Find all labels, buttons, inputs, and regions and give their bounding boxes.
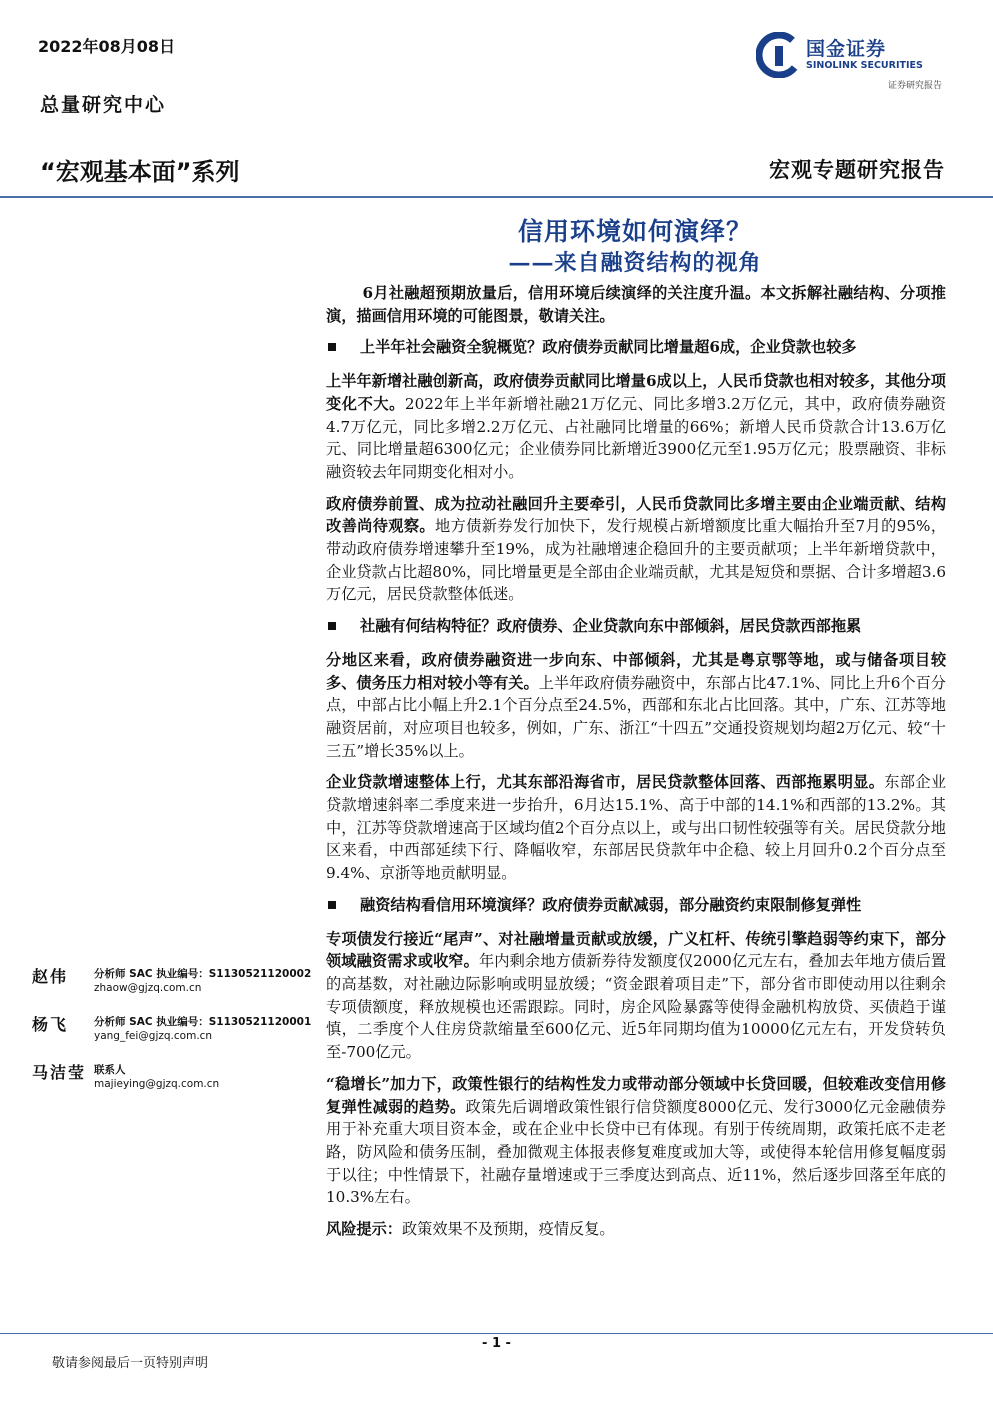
report-body [326,282,946,1250]
report-type: 宏观专题研究报告 [769,157,945,182]
header-divider [0,196,993,198]
paragraph-text: 2022年上半年新增社融21万亿元、同比多增3.2万亿元，其中，政府债券融资4.7万亿元，同比多增2.2万亿元、占社融同比增量的66%；新增人民币贷款合计13.6万亿元、同比增量超6300亿元；企业债券同比新增近3900亿元至1.95万亿元；股票融资、非标融资较去年同期变化相对小。 [326,394,946,481]
paragraph-lead: 企业贷款增速整体上行，尤其东部沿海省市，居民贷款整体回落、西部拖累明显。 [326,773,885,792]
analyst-name: 杨飞 [32,1015,69,1034]
research-center: 总量研究中心 [40,94,167,116]
analyst-name: 马洁莹 [32,1063,87,1082]
body-paragraph [326,370,946,484]
body-paragraph [326,771,946,885]
logo-subtitle: 证券研究报告 [887,81,942,91]
section-heading [326,615,946,638]
intro-paragraph: 6月社融超预期放量后，信用环境后续演绎的关注度升温。本文拆解社融结构、分项推演，描画信用环境的可能图景，敬请关注。 [326,284,946,325]
paragraph-lead: 专项债发行接近“尾声”、对社融增量贡献或放缓，广义杠杆、传统引擎趋弱等约束下，部分领域融资需求或收窄。 [326,929,946,971]
company-logo [756,28,946,98]
risk-label: 风险提示： [326,1220,402,1239]
analyst-email[interactable]: majieying@gjzq.com.cn [94,1078,220,1090]
paragraph-text: 东部企业贷款增速斜率二季度来进一步抬升，6月达15.1%、高于中部的14.1%和西部的13.2%。其中，江苏等贷款增速高于区域均值2个百分点以上，或与出口韧性较强等有关。居民贷款分地区来看，中西部延续下行、降幅收窄，东部居民贷款年中企稳、较上月回升0.2个百分点至9.4%、京浙等地贡献明显。 [326,773,947,883]
bullet-square-icon [328,622,336,630]
paragraph-text: 政策先后调增政策性银行信贷额度8000亿元、发行3000亿元金融债券用于补充重大项目资本金，或在企业中长贷中已有体现。有别于传统周期，政策托底不走老路，防风险和债务压制，叠加微观主体报表修复难度或加大等，或使得本轮信用修复幅度弱于以往；中性情景下，社融存量增速或于三季度达到高点、近11%，然后逐步回落至年底的10.3%左右。 [326,1097,946,1207]
risk-text: 政策效果不及预期，疫情反复。 [401,1220,615,1239]
sinolink-logo-icon [756,32,802,78]
analyst-role: 分析师 SAC 执业编号：S1130521120002 [94,968,312,980]
body-paragraph [326,493,946,607]
analyst-role: 分析师 SAC 执业编号：S1130521120001 [94,1016,312,1028]
paragraph-lead: “稳增长”加力下，政策性银行的结构性发力或带动部分领域中长贷回暖，但较难改变信用修复弹性减弱的趋势。 [326,1074,946,1116]
paragraph-text: 地方债新券发行加快下，发行规模占新增额度比重大幅抬升至7月的95%，带动政府债券增速攀升至19%，成为社融增速企稳回升的主要贡献项；上半年新增贷款中，企业贷款占比超80%，同比增量更是全部由企业端贡献，尤其是短贷和票据、合计多增超3.6万亿元，居民贷款整体低迷。 [326,517,947,604]
section-heading [326,894,946,917]
series-name: “宏观基本面”系列 [40,158,240,186]
body-paragraph [326,928,946,1064]
risk-warning [326,1218,946,1241]
analyst-email[interactable]: zhaow@gjzq.com.cn [94,982,202,994]
section-heading [326,336,946,359]
analyst-name: 赵伟 [32,967,69,986]
report-subtitle: ——来自融资结构的视角 [508,250,762,276]
report-title: 信用环境如何演绎？ [517,217,752,246]
report-date: 2022年08月08日 [38,37,176,56]
section-heading-text: 融资结构看信用环境演绎？政府债券贡献减弱，部分融资约束限制修复弹性 [360,895,862,914]
body-paragraph [326,1073,946,1209]
bullet-square-icon [328,901,336,909]
paragraph-lead: 分地区来看，政府债券融资进一步向东、中部倾斜，尤其是粤京鄂等地，或与储备项目较多、债务压力相对较小等有关。 [326,650,946,692]
page-number: - 1 - [482,1336,511,1351]
footer-divider [0,1333,993,1334]
logo-text-en: SINOLINK SECURITIES [806,60,923,71]
paragraph-text: 上半年政府债券融资中，东部占比47.1%、同比上升6个百分点，中部占比小幅上升2.1个百分点至24.5%，西部和东北占比回落。其中，广东、江苏等地融资居前，对应项目也较多，例如，广东、浙江“十四五”交通投资规划均超2万亿元、较“十三五”增长35%以上。 [326,673,946,760]
section-heading-text: 上半年社会融资全貌概览？政府债券贡献同比增量超6成，企业贷款也较多 [360,338,857,357]
analyst-role: 联系人 [94,1064,126,1076]
paragraph-lead: 政府债券前置、成为拉动社融回升主要牵引，人民币贷款同比多增主要由企业端贡献、结构改善尚待观察。 [326,494,946,536]
bullet-square-icon [328,343,336,351]
body-paragraph [326,649,946,763]
logo-text-cn: 国金证券 [806,38,887,60]
footer-disclaimer: 敬请参阅最后一页特别声明 [52,1356,209,1371]
analyst-email[interactable]: yang_fei@gjzq.com.cn [94,1030,213,1042]
paragraph-lead: 上半年新增社融创新高，政府债券贡献同比增量6成以上，人民币贷款也相对较多，其他分项变化不大。 [326,372,946,413]
section-heading-text: 社融有何结构特征？政府债券、企业贷款向东中部倾斜，居民贷款西部拖累 [360,617,862,636]
paragraph-text: 年内剩余地方债新券待发额度仅2000亿元左右，叠加去年地方债后置的高基数，对社融边际影响或明显放缓；“资金跟着项目走”下，部分省市即使动用以往剩余专项债额度，释放规模也还需跟踪。同时，房企风险暴露等使得金融机构放贷、买债趋于谨慎，二季度个人住房贷款缩量至600亿元、近5年同期均值为10000亿元左右，开发贷转负至-700亿元。 [326,952,947,1062]
